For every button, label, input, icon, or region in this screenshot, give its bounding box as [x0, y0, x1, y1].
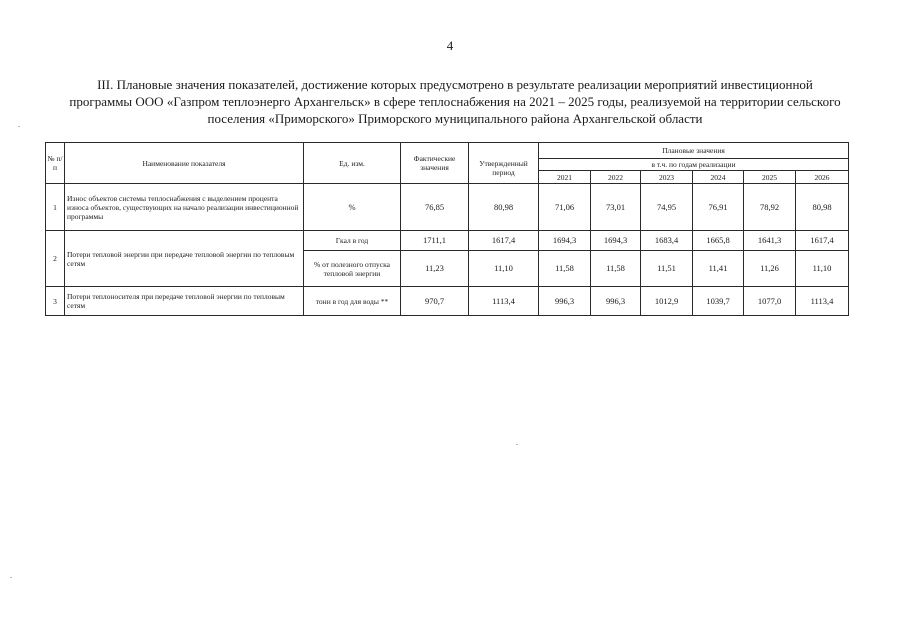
header-by-year: в т.ч. по годам реализации	[651, 160, 736, 169]
row-indicator-name: Износ объектов системы теплоснабжения с выделением процента износа объектов, существующих на начало реализации инвестиционной программы	[67, 193, 299, 221]
header-num: № п/п	[47, 154, 63, 172]
header-year: 2024	[710, 172, 726, 182]
header-year: 2022	[608, 172, 623, 182]
row-actual-value: 11,23	[425, 263, 444, 273]
title-line-1: III. Плановые значения показателей, достижение которых предусмотрено в результате реализации мероприятий инвестиционной	[97, 77, 813, 92]
row-year-value: 11,58	[606, 263, 625, 273]
row-year-value: 1641,3	[757, 235, 782, 245]
row-year-value: 71,06	[554, 201, 575, 212]
row-unit: тонн в год для воды **	[315, 296, 389, 306]
row-year-value: 1077,0	[757, 295, 782, 306]
row-year-value: 1012,9	[654, 295, 679, 306]
row-unit: Гкал в год	[335, 236, 369, 245]
row-unit: %	[348, 201, 356, 212]
row-approved-value: 1617,4	[491, 235, 516, 245]
title-line-2: программы ООО «Газпром теплоэнерго Архангельск» в сфере теплоснабжения на 2021 – 2025 годы, реализуемой на территории сельского	[69, 94, 841, 109]
row-year-value: 80,98	[812, 201, 832, 212]
row-approved-value: 11,10	[494, 263, 513, 273]
row-year-value: 1039,7	[706, 295, 730, 306]
row-num: 1	[53, 202, 57, 212]
row-year-value: 73,01	[605, 201, 626, 212]
row-year-value: 996,3	[554, 295, 575, 306]
row-year-value: 11,41	[708, 263, 728, 273]
header-actual: Фактические значения	[413, 154, 456, 172]
row-indicator-name: Потери тепловой энергии при передаче тепловой энергии по тепловым сетям	[67, 249, 295, 268]
row-year-value: 11,58	[555, 263, 574, 273]
row-unit: % от полезного отпуска тепловой энергии	[314, 259, 390, 278]
document-title	[55, 76, 855, 127]
page-number: 4	[446, 38, 454, 53]
header-indicator-name: Наименование показателя	[142, 158, 226, 168]
row-year-value: 1694,3	[603, 235, 628, 245]
table-border-bottom	[45, 315, 848, 316]
title-line-3: поселения «Приморского» Приморского муниципального района Архангельской области	[207, 111, 703, 126]
header-unit: Ед. изм.	[339, 158, 365, 168]
row-year-value: 996,3	[605, 295, 626, 306]
row-year-value: 1617,4	[810, 235, 834, 245]
row-year-value: 76,91	[708, 201, 728, 212]
row-actual-value: 970,7	[424, 295, 445, 306]
row-year-value: 11,26	[760, 263, 779, 273]
table-border-right	[848, 142, 849, 316]
header-year: 2021	[557, 172, 572, 182]
row-year-value: 1694,3	[552, 235, 577, 245]
row-year-value: 11,10	[812, 263, 832, 273]
row-year-value: 1665,8	[706, 235, 730, 245]
row-indicator-name: Потери теплоносителя при передаче тепловой энергии по тепловым сетям	[67, 292, 285, 310]
header-approved-period: Утвержденный период	[479, 159, 528, 177]
header-year: 2026	[814, 172, 830, 182]
row-num: 3	[53, 296, 57, 306]
row-actual-value: 76,85	[424, 201, 445, 212]
row-year-value: 74,95	[656, 201, 677, 212]
row-year-value: 78,92	[759, 201, 780, 212]
row-year-value: 1683,4	[654, 235, 679, 245]
row-approved-value: 1113,4	[492, 295, 515, 306]
header-year: 2025	[762, 172, 777, 182]
scan-speck	[10, 577, 12, 578]
scan-speck	[18, 126, 20, 127]
row-actual-value: 1711,1	[422, 235, 447, 245]
row-approved-value: 80,98	[493, 201, 514, 212]
header-planned: Плановые значения	[662, 146, 725, 155]
scan-speck	[516, 444, 518, 445]
row-num: 2	[53, 254, 57, 263]
row-year-value: 1113,4	[810, 295, 834, 306]
row-year-value: 11,51	[657, 263, 676, 273]
header-year: 2023	[659, 172, 674, 182]
